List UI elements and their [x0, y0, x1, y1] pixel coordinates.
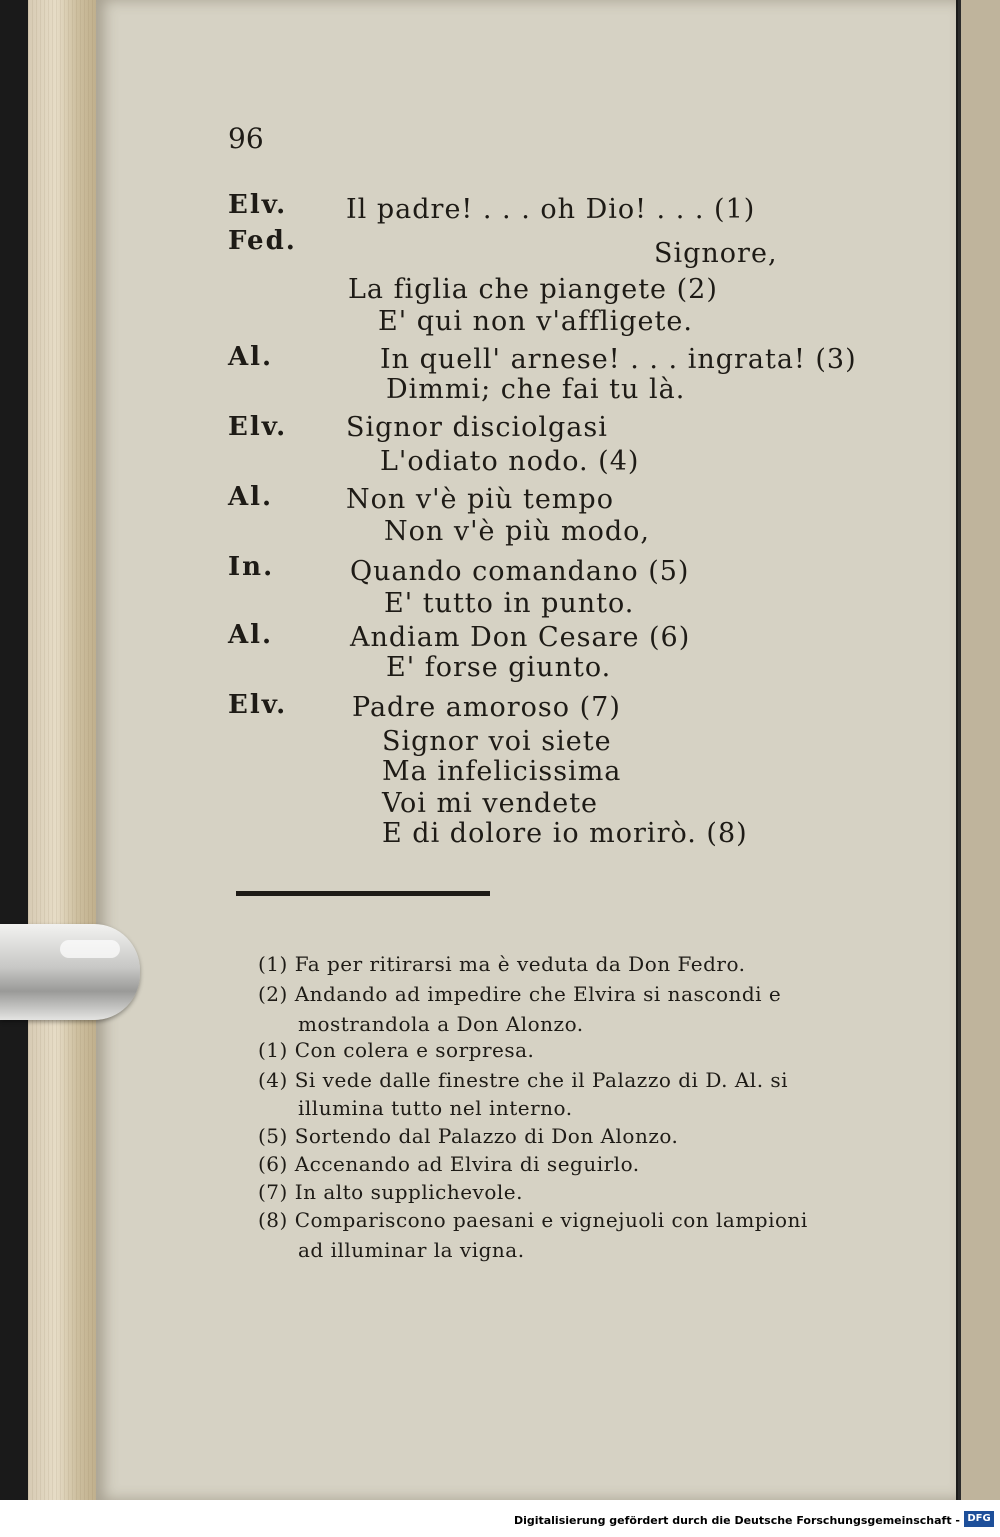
verse-line: Voi mi vendete: [382, 788, 599, 819]
speaker-label: Al.: [228, 620, 274, 650]
page-clip: [0, 924, 140, 1020]
verse-line: L'odiato nodo. (4): [380, 446, 640, 477]
footnote: ad illuminar la vigna.: [298, 1238, 525, 1262]
verse-line: E' tutto in punto.: [384, 588, 635, 619]
speaker-label: Al.: [228, 482, 274, 512]
verse-line: Signor voi siete: [382, 726, 612, 757]
footnote-separator-rule: [236, 891, 490, 896]
book-page-edges: [28, 0, 98, 1500]
verse-line: Signor disciolgasi: [346, 412, 608, 443]
footnote: (6) Accenando ad Elvira di seguirlo.: [258, 1152, 640, 1176]
digitization-credit: Digitalisierung gefördert durch die Deutsche Forschungsgemeinschaft -: [513, 1514, 960, 1527]
speaker-label: In.: [228, 552, 275, 582]
speaker-label: Fed.: [228, 226, 297, 256]
verse-line: Quando comandano (5): [350, 556, 690, 587]
verse-line: In quell' arnese! . . . ingrata! (3): [380, 344, 857, 375]
footnote: (5) Sortendo dal Palazzo di Don Alonzo.: [258, 1124, 679, 1148]
footnote: (7) In alto supplichevole.: [258, 1180, 523, 1204]
footnote: mostrandola a Don Alonzo.: [298, 1012, 584, 1036]
speaker-label: Elv.: [228, 690, 288, 720]
page-number: 96: [228, 122, 264, 155]
verse-line: Signore,: [654, 238, 778, 269]
verse-line: Il padre! . . . oh Dio! . . . (1): [346, 194, 756, 225]
verse-line: La figlia che piangete (2): [348, 274, 718, 305]
footnote: (2) Andando ad impedire che Elvira si nascondi e: [258, 982, 782, 1006]
verse-line: Andiam Don Cesare (6): [350, 622, 691, 653]
page-clip-highlight: [60, 940, 120, 958]
dfg-logo: DFG: [964, 1511, 994, 1527]
speaker-label: Elv.: [228, 412, 288, 442]
footnote: illumina tutto nel interno.: [298, 1096, 573, 1120]
footnote: (1) Con colera e sorpresa.: [258, 1038, 535, 1062]
speaker-label: Al.: [228, 342, 274, 372]
footnote: (4) Si vede dalle finestre che il Palazzo di D. Al. si: [258, 1068, 789, 1092]
verse-line: E' forse giunto.: [386, 652, 612, 683]
verse-line: E' qui non v'affligete.: [378, 306, 693, 337]
verse-line: Non v'è più modo,: [384, 516, 650, 547]
speaker-label: Elv.: [228, 190, 288, 220]
verse-line: Ma infelicissima: [382, 756, 622, 787]
footnote: (1) Fa per ritirarsi ma è veduta da Don Fedro.: [258, 952, 746, 976]
verse-line: Padre amoroso (7): [352, 692, 621, 723]
verse-line: E di dolore io morirò. (8): [382, 818, 748, 849]
verse-line: Dimmi; che fai tu là.: [386, 374, 686, 405]
facing-page-edge: [958, 0, 1000, 1500]
footnote: (8) Compariscono paesani e vignejuoli con lampioni: [258, 1208, 808, 1232]
verse-line: Non v'è più tempo: [346, 484, 614, 515]
